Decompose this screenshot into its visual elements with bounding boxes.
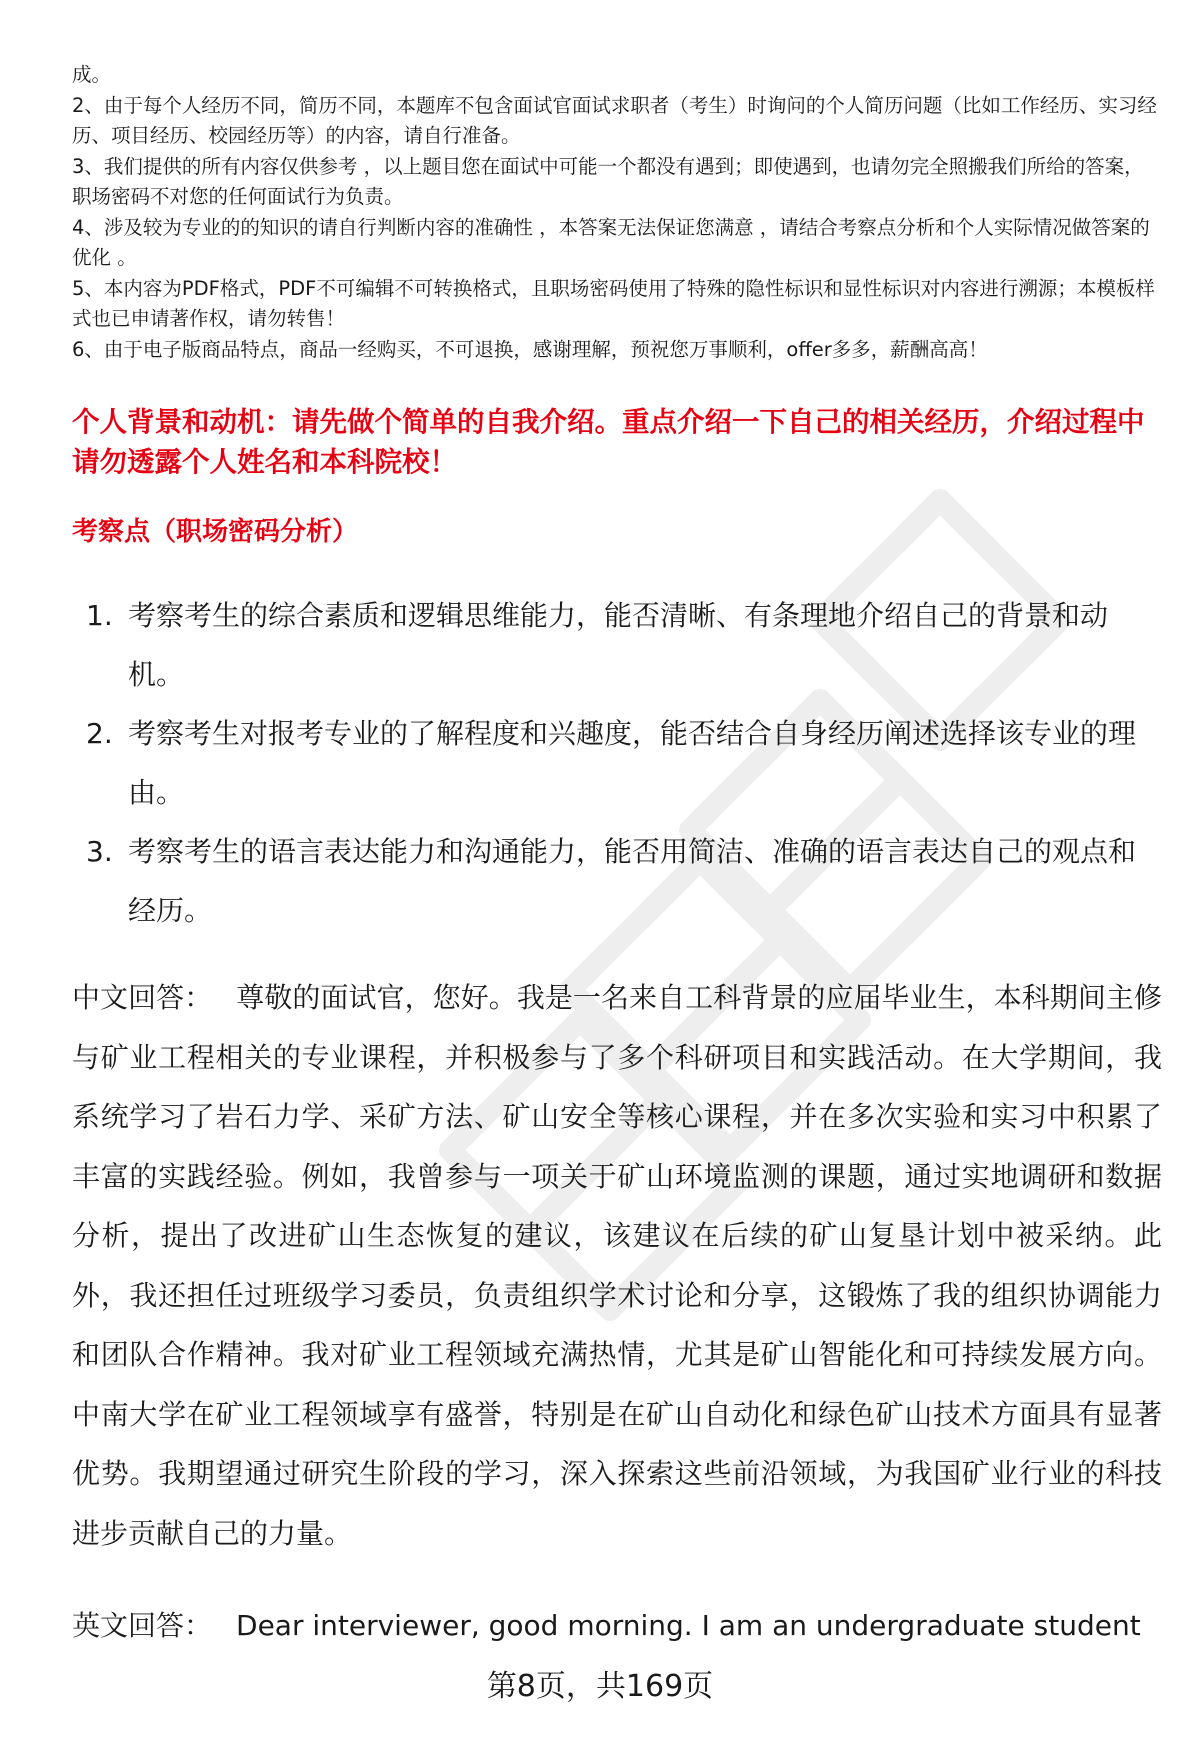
list-item [72,704,1162,822]
note-line: 5、本内容为PDF格式，PDF不可编辑不可转换格式，且职场密码使用了特殊的隐性标识和显性标识对内容进行溯源；本模板样式也已申请著作权，请勿转售！ [72,276,1155,330]
english-answer-label: 英文回答： [72,1609,213,1642]
english-answer [72,1596,1162,1656]
note-line: 3、我们提供的所有内容仅供参考 ，以上题目您在面试中可能一个都没有遇到；即使遇到，也请勿完全照搬我们所给的答案，职场密码不对您的任何面试行为负责。 [72,154,1144,208]
chinese-answer-text: 尊敬的面试官，您好。我是一名来自工科背景的应届毕业生，本科期间主修与矿业工程相关的专业课程，并积极参与了多个科研项目和实践活动。在大学期间，我系统学习了岩石力学、采矿方法、矿山安全等核心课程，并在多次实验和实习中积累了丰富的实践经验。例如，我曾参与一项关于矿山环境监测的课题，通过实地调研和数据分析，提出了改进矿山生态恢复的建议，该建议在后续的矿山复垦计划中被采纳。此外，我还担任过班级学习委员，负责组织学术讨论和分享，这锻炼了我的组织协调能力和团队合作精神。我对矿业工程领域充满热情，尤其是矿山智能化和可持续发展方向。中南大学在矿业工程领域享有盛誉，特别是在矿山自动化和绿色矿山技术方面具有显著优势。我期望通过研究生阶段的学习，深入探索这些前沿领域，为我国矿业行业的科技进步贡献自己的力量。 [72,981,1162,1550]
list-number: 2. [86,717,113,750]
list-text: 考察考生的语言表达能力和沟通能力，能否用简洁、准确的语言表达自己的观点和经历。 [128,835,1137,927]
list-item [72,822,1162,940]
list-number: 3. [86,835,113,868]
chinese-answer [72,968,1162,1563]
analysis-title: 考察点（职场密码分析） [72,517,359,547]
note-line: 4、涉及较为专业的的知识的请自行判断内容的准确性 ，本答案无法保证您满意 ，请结合考察点分析和个人实际情况做答案的优化 。 [72,215,1150,269]
list-number: 1. [86,599,113,632]
analysis-points [72,586,1162,940]
note-line: 6、由于电子版商品特点，商品一经购买，不可退换，感谢理解，预祝您万事顺利，offer多多，薪酬高高！ [72,337,988,361]
note-line: 2、由于每个人经历不同，简历不同，本题库不包含面试官面试求职者（考生）时询问的个人简历问题（比如工作经历、实习经历、项目经历、校园经历等）的内容，请自行准备。 [72,93,1157,147]
list-item [72,586,1162,704]
english-answer-text: Dear interviewer, good morning. I am an undergraduate student [236,1609,1141,1642]
disclaimer-notes [72,60,1162,365]
list-text: 考察考生的综合素质和逻辑思维能力，能否清晰、有条理地介绍自己的背景和动机。 [128,599,1109,691]
list-text: 考察考生对报考专业的了解程度和兴趣度，能否结合自身经历阐述选择该专业的理由。 [128,717,1137,809]
note-line: 成。 [72,63,112,86]
page-footer: 第8页，共169页 [486,1669,714,1704]
question-heading: 个人背景和动机：请先做个简单的自我介绍。重点介绍一下自己的相关经历，介绍过程中请勿透露个人姓名和本科院校！ [72,406,1145,478]
chinese-answer-label: 中文回答： [72,981,213,1014]
